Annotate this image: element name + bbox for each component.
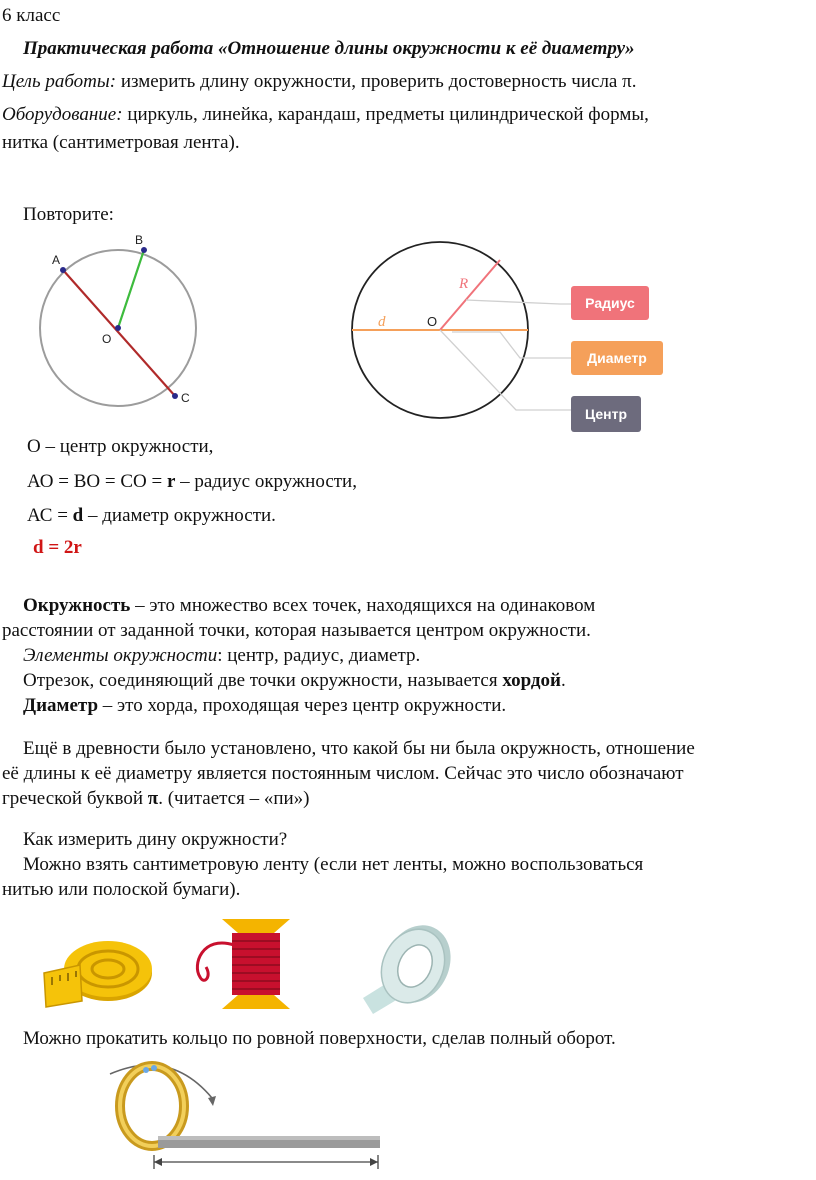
def-radius-pre: АО = ВО = СО = xyxy=(27,471,167,492)
elements-text: : центр, радиус, диаметр. xyxy=(217,645,421,666)
goal-text: измерить длину окружности, проверить достоверность числа π. xyxy=(116,71,637,92)
point-b xyxy=(141,247,147,253)
def-diameter-d: d xyxy=(72,505,84,526)
label-o-2: O xyxy=(427,314,438,329)
p2-line-1: Ещё в древности было установлено, что какой бы ни была окружность, отношение xyxy=(23,738,695,759)
label-a: A xyxy=(52,253,61,267)
point-o xyxy=(115,325,121,331)
def-radius-r: r xyxy=(166,471,176,492)
repeat-label: Повторите: xyxy=(23,204,114,225)
diameter-badge: Диаметр xyxy=(571,341,663,375)
equipment-line xyxy=(2,103,649,127)
label-c: C xyxy=(181,391,190,405)
center-badge: Центр xyxy=(571,396,641,432)
p1-line-5 xyxy=(2,693,595,718)
rolling-ring-illustration xyxy=(100,1058,390,1172)
p2-line-3-post: . (читается – «пи») xyxy=(158,788,310,809)
label-d: d xyxy=(378,314,386,330)
p2-line-3 xyxy=(2,786,695,811)
p1-line-2: расстоянии от заданной точки, которая называется центром окружности. xyxy=(2,620,591,641)
p3-question: Как измерить дину окружности? xyxy=(23,829,288,850)
term-chord: хордой xyxy=(502,670,561,691)
tape-roll-icon xyxy=(355,918,455,1016)
term-diameter: Диаметр xyxy=(23,695,99,716)
paragraph-pi xyxy=(2,736,695,811)
circle-diagram-aoc xyxy=(30,228,220,418)
goal-label: Цель работы: xyxy=(2,71,117,92)
paragraph-circle-definition xyxy=(2,593,595,718)
chord-pre: Отрезок, соединяющий две точки окружности, называется xyxy=(23,670,503,691)
label-b: B xyxy=(135,233,144,247)
point-a xyxy=(60,267,66,273)
def-diameter-pre: АС = xyxy=(27,505,73,526)
p3-line-2: нитью или полоской бумаги). xyxy=(2,879,241,900)
tape-measure-icon xyxy=(40,935,155,1010)
radius-line xyxy=(440,260,500,330)
equipment-label: Оборудование: xyxy=(2,104,123,125)
radius-badge: Радиус xyxy=(571,286,649,320)
point-c xyxy=(172,393,178,399)
p1-line-1 xyxy=(2,593,595,618)
radius-leader xyxy=(466,300,572,304)
label-r: R xyxy=(459,276,469,292)
p1-line-1-text: – это множество всех точек, находящихся на одинаковом xyxy=(130,595,596,616)
label-o: O xyxy=(102,332,112,346)
diameter-leader xyxy=(452,332,572,358)
pi-symbol: π xyxy=(147,788,159,809)
p2-line-3-pre: греческой буквой xyxy=(2,788,148,809)
diameter-text: – это хорда, проходящая через центр окружности. xyxy=(98,695,507,716)
grade-label: 6 класс xyxy=(2,5,61,26)
p2-line-2: её длины к её диаметру является постоянным числом. Сейчас это число обозначают xyxy=(2,763,684,784)
paragraph-measure xyxy=(2,827,643,902)
thread-spool-icon xyxy=(192,915,300,1013)
paragraph-roll-ring: Можно прокатить кольцо по ровной поверхности, сделав полный оборот. xyxy=(23,1028,616,1049)
goal-line xyxy=(2,70,636,94)
center-leader xyxy=(440,330,572,410)
def-center: О – центр окружности, xyxy=(27,436,214,457)
diameter-ac xyxy=(63,270,175,396)
formula-d-2r: d = 2r xyxy=(33,537,82,558)
elements-label: Элементы окружности xyxy=(23,645,218,666)
def-radius-post: – радиус окружности, xyxy=(175,471,357,492)
def-diameter xyxy=(27,504,276,528)
def-radius xyxy=(27,470,357,494)
equipment-text-2: нитка (сантиметровая лента). xyxy=(2,132,240,153)
p1-line-3 xyxy=(2,643,595,668)
equipment-text-1: циркуль, линейка, карандаш, предметы цилиндрической формы, xyxy=(122,104,649,125)
def-diameter-post: – диаметр окружности. xyxy=(83,505,276,526)
term-circle: Окружность xyxy=(23,595,131,616)
radius-ob xyxy=(118,250,144,328)
p1-line-4 xyxy=(2,668,595,693)
p3-line-1: Можно взять сантиметровую ленту (если нет ленты, можно воспользоваться xyxy=(23,854,644,875)
chord-post: . xyxy=(561,670,566,691)
page-title: Практическая работа «Отношение длины окружности к её диаметру» xyxy=(23,38,635,59)
